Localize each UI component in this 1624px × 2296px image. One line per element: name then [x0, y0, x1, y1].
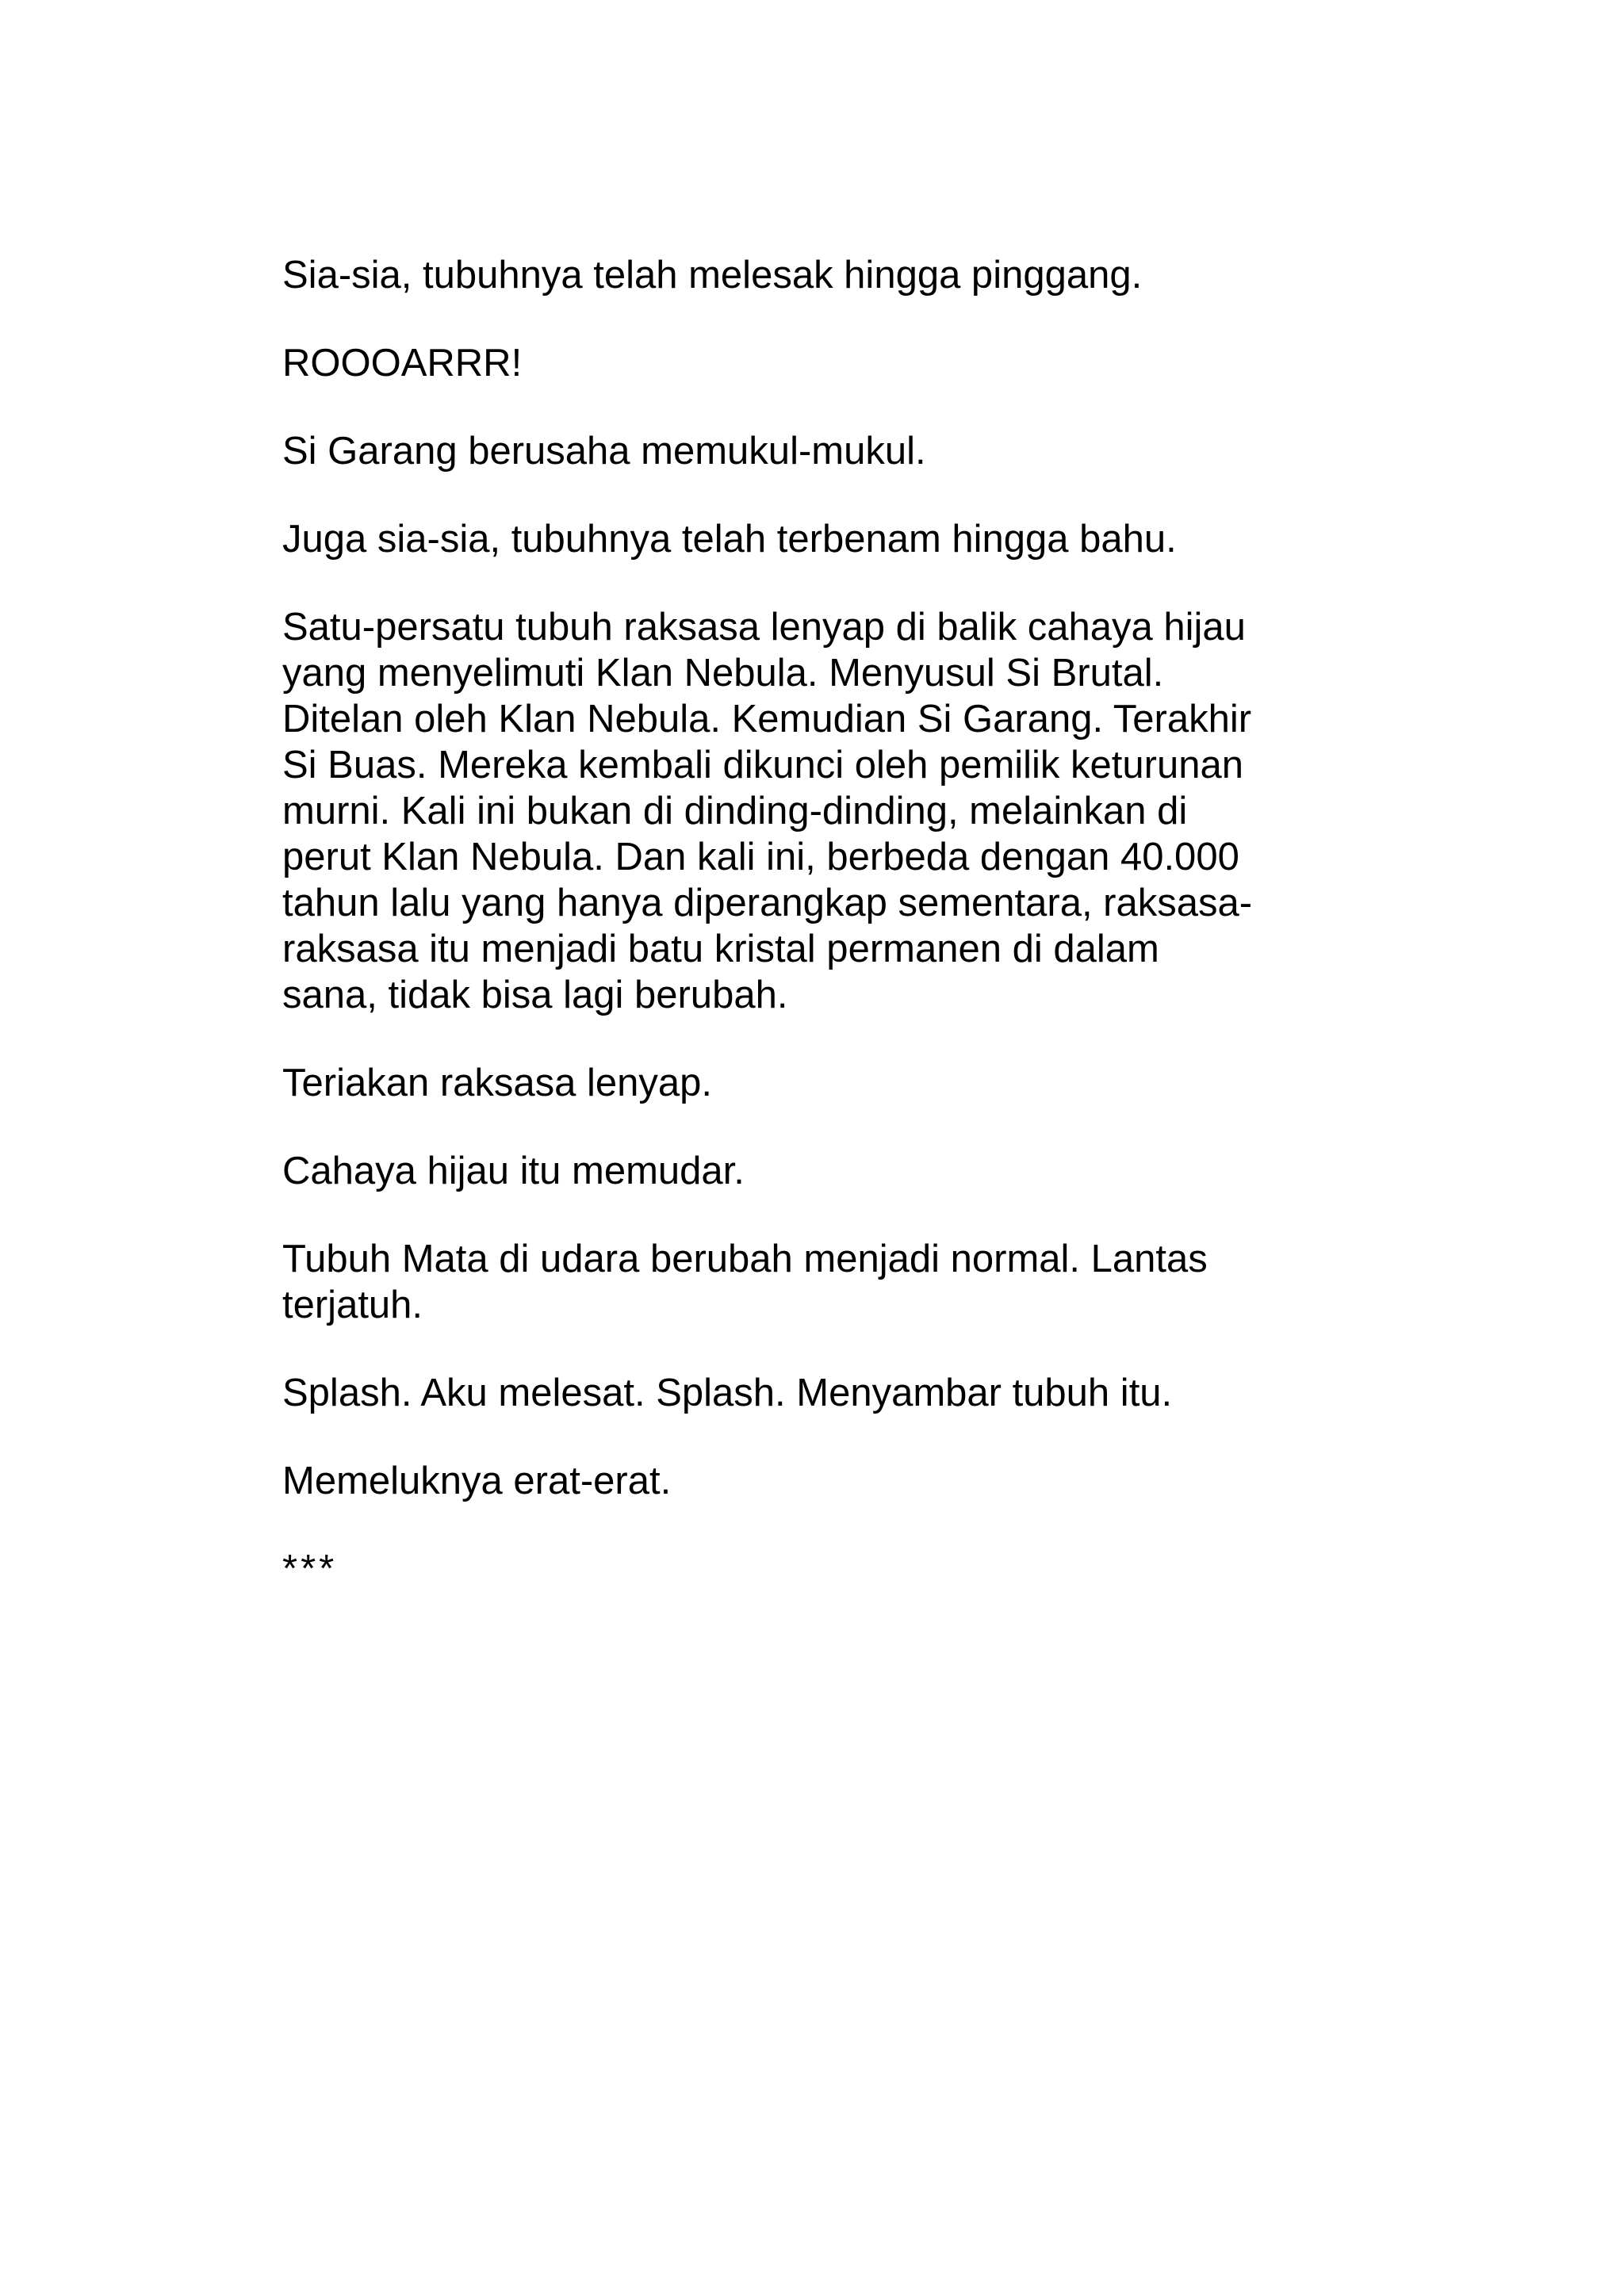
paragraph-8 [282, 1236, 1345, 1328]
paragraph-6 [282, 1060, 1345, 1106]
paragraph-2 [282, 340, 1345, 386]
text-line: tahun lalu yang hanya diperangkap sementara, raksasa- [282, 882, 1253, 924]
text-line: murni. Kali ini bukan di dinding-dinding, melainkan di [282, 790, 1188, 832]
paragraph-3 [282, 428, 1345, 474]
text-line: perut Klan Nebula. Dan kali ini, berbeda dengan 40.000 [282, 836, 1239, 878]
text-line: Cahaya hijau itu memudar. [282, 1150, 745, 1192]
scene-break-asterisks: *** [282, 1548, 338, 1590]
text-line: Juga sia-sia, tubuhnya telah terbenam hingga bahu. [282, 518, 1177, 561]
text-line: Memeluknya erat-erat. [282, 1460, 672, 1502]
paragraph-7 [282, 1148, 1345, 1194]
paragraph-5 [282, 604, 1345, 1018]
text-line: Tubuh Mata di udara berubah menjadi normal. Lantas [282, 1238, 1208, 1280]
text-line: Satu-persatu tubuh raksasa lenyap di balik cahaya hijau [282, 606, 1246, 649]
text-line: Splash. Aku melesat. Splash. Menyambar tubuh itu. [282, 1372, 1173, 1414]
scene-break [282, 1546, 1345, 1592]
text-line: Ditelan oleh Klan Nebula. Kemudian Si Garang. Terakhir [282, 698, 1252, 740]
story-text [282, 252, 1345, 1634]
text-line: Sia-sia, tubuhnya telah melesak hingga pinggang. [282, 254, 1143, 297]
text-line: Teriakan raksasa lenyap. [282, 1062, 713, 1104]
text-line: Si Buas. Mereka kembali dikunci oleh pemilik keturunan [282, 744, 1243, 786]
paragraph-9 [282, 1370, 1345, 1416]
text-line: yang menyelimuti Klan Nebula. Menyusul Si Brutal. [282, 652, 1164, 695]
text-line: ROOOARRR! [282, 342, 523, 385]
text-line: raksasa itu menjadi batu kristal permanen di dalam [282, 928, 1159, 970]
paragraph-4 [282, 516, 1345, 562]
text-line: terjatuh. [282, 1284, 423, 1326]
paragraph-1 [282, 252, 1345, 298]
text-line: sana, tidak bisa lagi berubah. [282, 974, 788, 1016]
text-line: Si Garang berusaha memukul-mukul. [282, 430, 926, 473]
paragraph-10 [282, 1458, 1345, 1504]
